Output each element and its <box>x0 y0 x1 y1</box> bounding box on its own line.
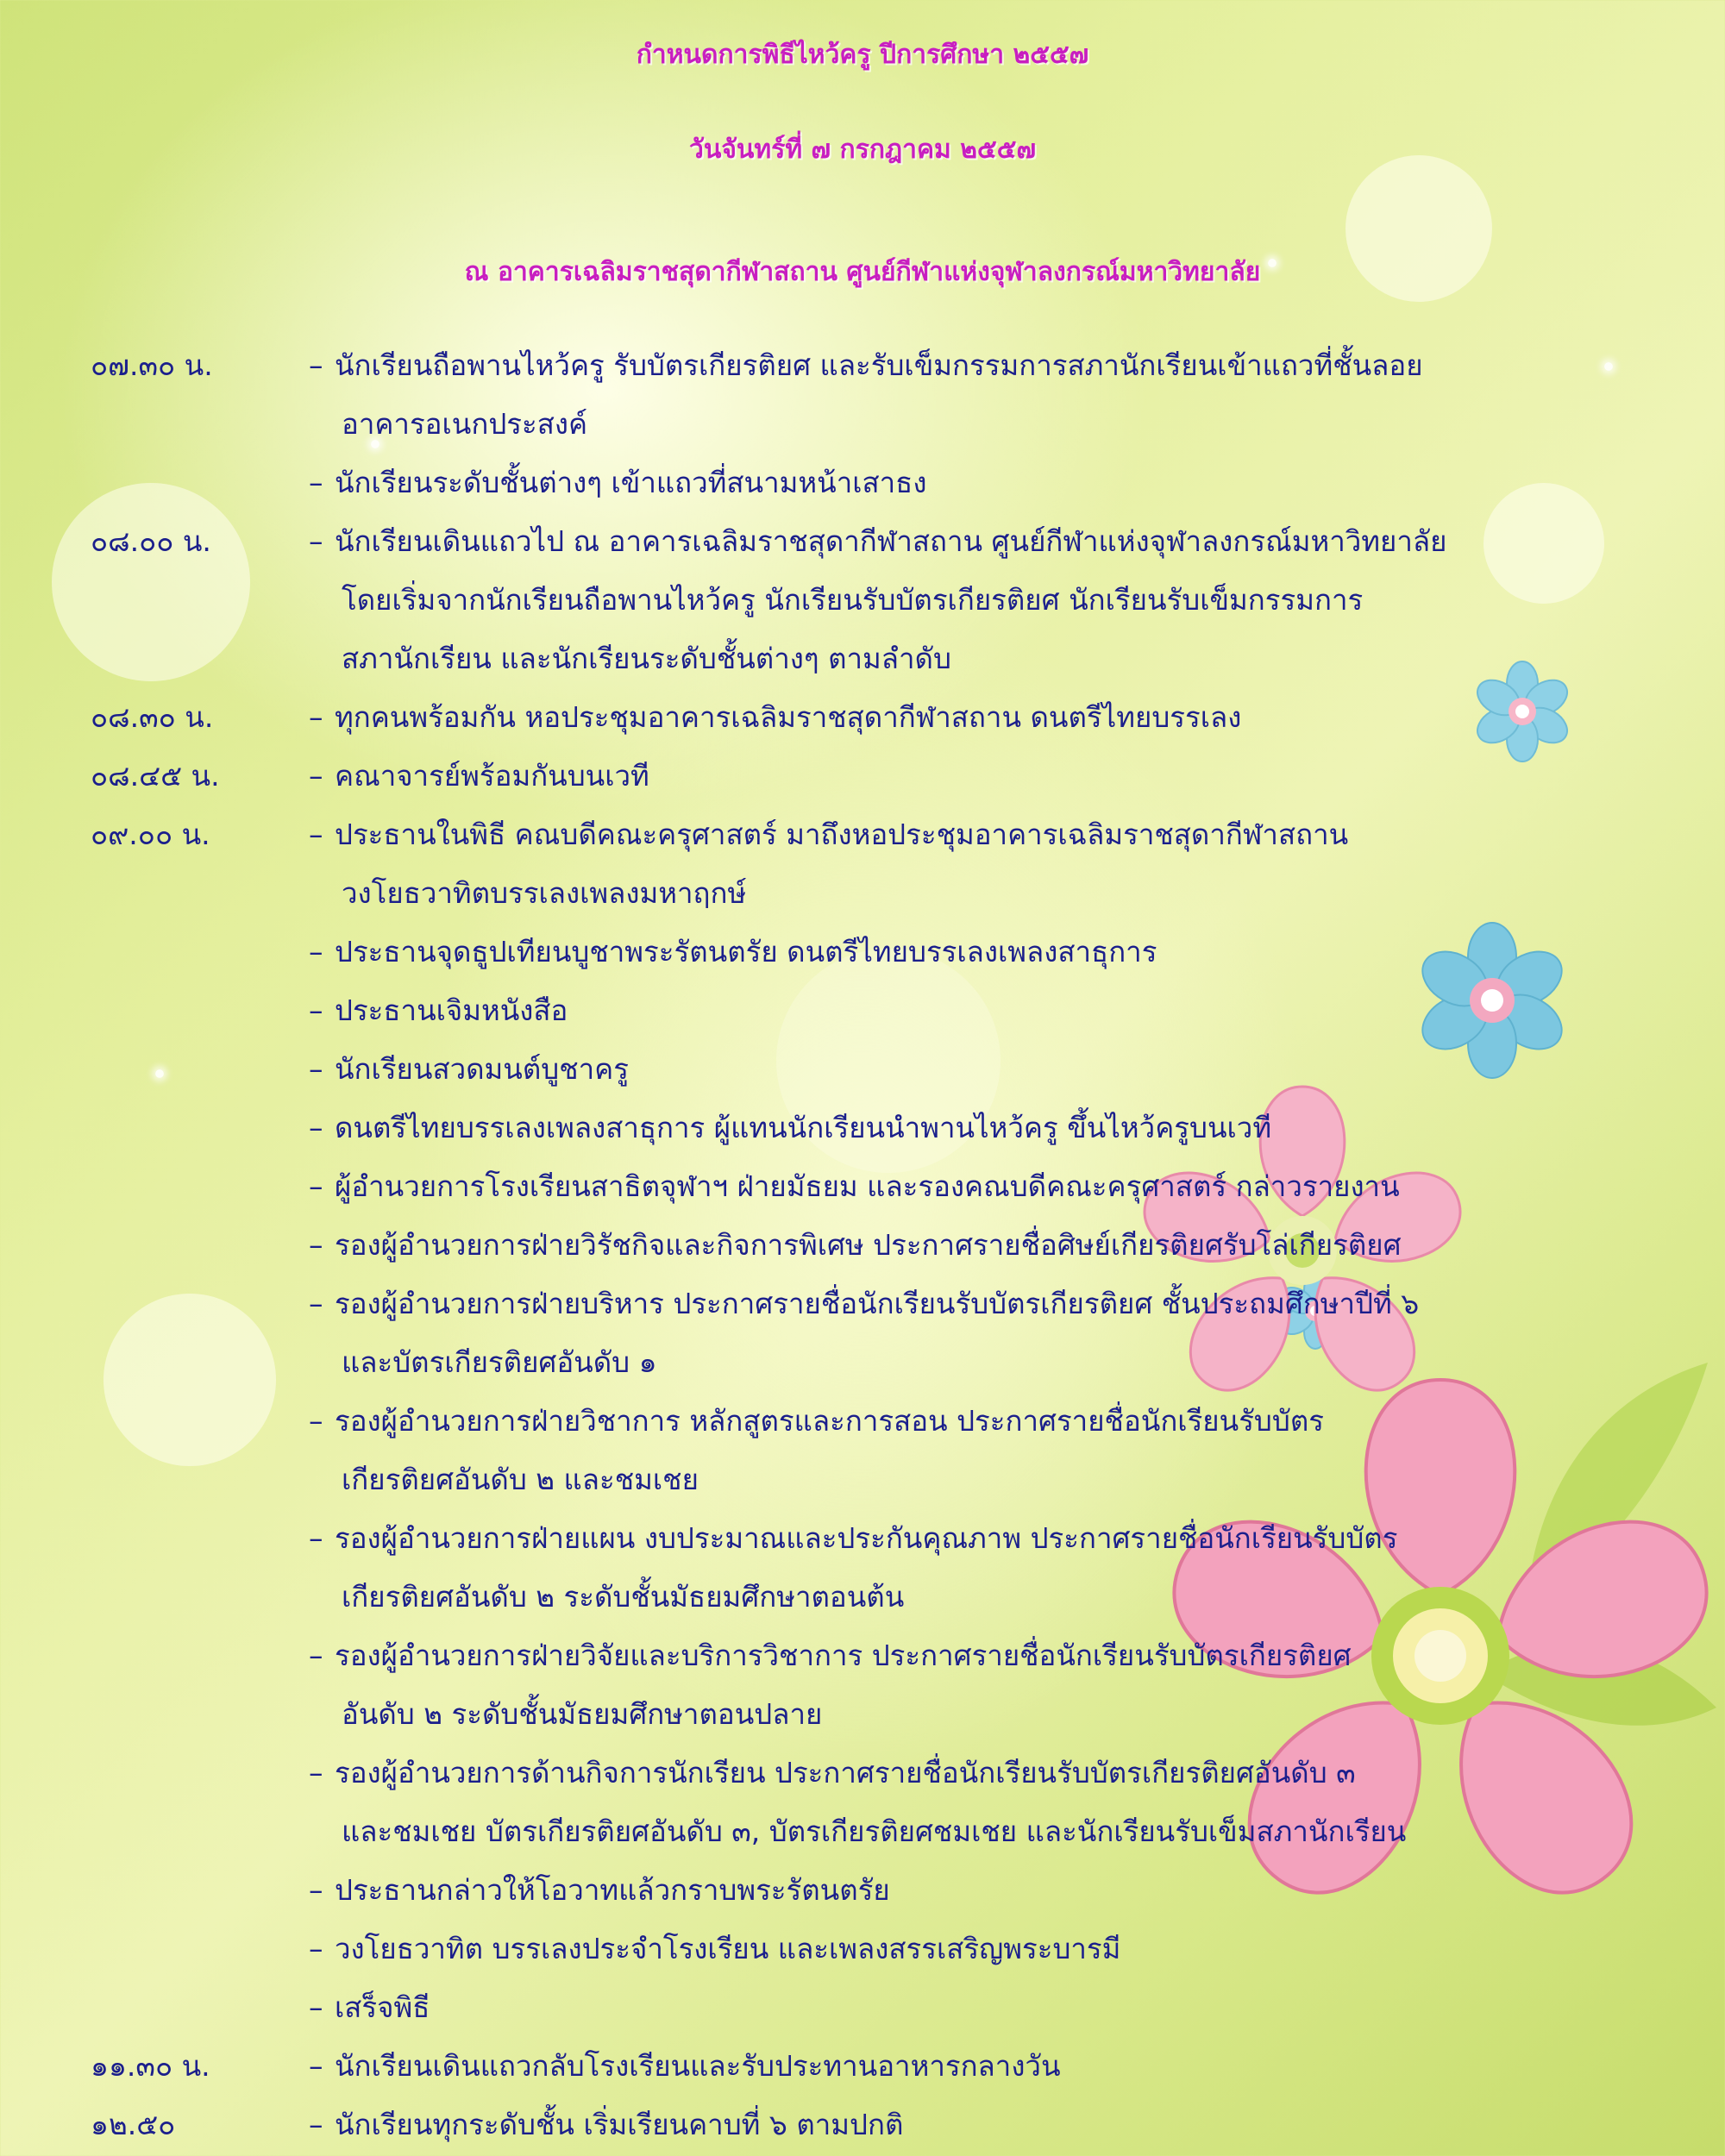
schedule-text: รองผู้อำนวยการฝ่ายบริหาร ประกาศรายชื่อนักเรียนรับบัตรเกียรติยศ ชั้นประถมศึกษาปีที่ ๖ <box>335 1287 1420 1320</box>
schedule-item <box>0 1978 1725 2037</box>
schedule-text: รองผู้อำนวยการฝ่ายแผน งบประมาณและประกันคุณภาพ ประกาศรายชื่อนักเรียนรับบัตร <box>335 1521 1398 1555</box>
schedule-item <box>0 512 1725 571</box>
schedule-text: สภานักเรียน และนักเรียนระดับชั้นต่างๆ ตามลำดับ <box>342 642 951 675</box>
schedule-bullet: – <box>309 759 323 793</box>
schedule-item <box>0 1040 1725 1099</box>
schedule-text: นักเรียนทุกระดับชั้น เริ่มเรียนคาบที่ ๖ ตามปกติ <box>335 2108 904 2141</box>
schedule-text: ประธานในพิธี คณบดีคณะครุศาสตร์ มาถึงหอประชุมอาคารเฉลิมราชสุดากีฬาสถาน <box>335 818 1349 851</box>
schedule-text: คณาจารย์พร้อมกันบนเวที <box>335 759 649 793</box>
schedule-bullet: – <box>309 1521 323 1555</box>
schedule-item <box>0 1157 1725 1216</box>
schedule-bullet: – <box>309 700 323 734</box>
schedule-bullet: – <box>309 993 323 1027</box>
schedule-time: ๐๗.๓๐ น. <box>91 348 213 382</box>
schedule-bullet: – <box>309 1169 323 1203</box>
schedule-bullet: – <box>309 1111 323 1144</box>
schedule-bullet: – <box>309 1932 323 1965</box>
schedule-item <box>0 1744 1725 1802</box>
schedule-item <box>0 981 1725 1040</box>
page-title: กำหนดการพิธีไหว้ครู ปีการศึกษา ๒๕๕๗ <box>636 40 1089 70</box>
schedule-bullet: – <box>309 348 323 382</box>
schedule-text: ประธานกล่าวให้โอวาทแล้วกราบพระรัตนตรัย <box>335 1873 890 1907</box>
schedule-item <box>0 864 1725 923</box>
schedule-text: นักเรียนถือพานไหว้ครู รับบัตรเกียรติยศ และรับเข็มกรรมการสภานักเรียนเข้าแถวที่ชั้นลอย <box>335 348 1423 382</box>
schedule-item <box>0 1568 1725 1626</box>
schedule-bullet: – <box>309 818 323 851</box>
schedule-item <box>0 2096 1725 2154</box>
schedule-text: วงโยธวาทิต บรรเลงประจำโรงเรียน และเพลงสรรเสริญพระบารมี <box>335 1932 1121 1965</box>
schedule-item <box>0 336 1725 395</box>
schedule-text: อันดับ ๒ ระดับชั้นมัธยมศึกษาตอนปลาย <box>342 1697 823 1731</box>
schedule-item <box>0 1685 1725 1744</box>
schedule-text: ประธานจุดธูปเทียนบูชาพระรัตนตรัย ดนตรีไทยบรรเลงเพลงสาธุการ <box>335 935 1157 968</box>
schedule-item <box>0 1216 1725 1275</box>
schedule-item <box>0 1861 1725 1920</box>
schedule-bullet: – <box>309 1404 323 1438</box>
schedule-item <box>0 1509 1725 1568</box>
schedule-bullet: – <box>309 1873 323 1907</box>
schedule-bullet: – <box>309 1756 323 1789</box>
schedule-item <box>0 923 1725 981</box>
schedule-text: นักเรียนระดับชั้นต่างๆ เข้าแถวที่สนามหน้าเสาธง <box>335 466 927 499</box>
schedule-bullet: – <box>309 2049 323 2083</box>
schedule-text: เกียรติยศอันดับ ๒ ระดับชั้นมัธยมศึกษาตอนต้น <box>342 1580 905 1614</box>
schedule-text: นักเรียนเดินแถวกลับโรงเรียนและรับประทานอาหารกลางวัน <box>335 2049 1061 2083</box>
schedule-item <box>0 1333 1725 1392</box>
schedule-bullet: – <box>309 1228 323 1262</box>
schedule-text: เสร็จพิธี <box>335 1990 430 2024</box>
schedule-bullet: – <box>309 2108 323 2141</box>
schedule-text: รองผู้อำนวยการฝ่ายวิจัยและบริการวิชาการ ประกาศรายชื่อนักเรียนรับบัตรเกียรติยศ <box>335 1639 1352 1672</box>
schedule-item <box>0 571 1725 630</box>
schedule-text: ทุกคนพร้อมกัน หอประชุมอาคารเฉลิมราชสุดากีฬาสถาน ดนตรีไทยบรรเลง <box>335 700 1242 734</box>
schedule-bullet: – <box>309 1287 323 1320</box>
schedule-text: ผู้อำนวยการโรงเรียนสาธิตจุฬาฯ ฝ่ายมัธยม และรองคณบดีคณะครุศาสตร์ กล่าวรายงาน <box>335 1169 1400 1203</box>
schedule-bullet: – <box>309 1639 323 1672</box>
schedule-time: ๐๘.๐๐ น. <box>91 524 211 558</box>
schedule-bullet: – <box>309 1052 323 1086</box>
schedule-text: เกียรติยศอันดับ ๒ และชมเชย <box>342 1463 699 1496</box>
schedule-item <box>0 688 1725 747</box>
schedule-text: ดนตรีไทยบรรเลงเพลงสาธุการ ผู้แทนนักเรียนนำพานไหว้ครู ขึ้นไหว้ครูบนเวที <box>335 1111 1272 1144</box>
schedule-bullet: – <box>309 466 323 499</box>
ceremony-venue: ณ อาคารเฉลิมราชสุดากีฬาสถาน ศูนย์กีฬาแห่งจุฬาลงกรณ์มหาวิทยาลัย <box>464 257 1261 287</box>
schedule-bullet: – <box>309 935 323 968</box>
schedule-text: วงโยธวาทิตบรรเลงเพลงมหาฤกษ์ <box>342 876 747 910</box>
schedule-text: รองผู้อำนวยการฝ่ายวิรัชกิจและกิจการพิเศษ ประกาศรายชื่อศิษย์เกียรติยศรับโล่เกียรติยศ <box>335 1228 1402 1262</box>
schedule-item <box>0 630 1725 688</box>
schedule-text: ประธานเจิมหนังสือ <box>335 993 568 1027</box>
schedule-time: ๑๒.๕๐ <box>91 2108 176 2141</box>
schedule-bullet: – <box>309 524 323 558</box>
schedule-text: รองผู้อำนวยการฝ่ายวิชาการ หลักสูตรและการสอน ประกาศรายชื่อนักเรียนรับบัตร <box>335 1404 1324 1438</box>
schedule-text: โดยเริ่มจากนักเรียนถือพานไหว้ครู นักเรียนรับบัตรเกียรติยศ นักเรียนรับเข็มกรรมการ <box>342 583 1364 617</box>
schedule-list <box>0 336 1725 2154</box>
schedule-text: และบัตรเกียรติยศอันดับ ๑ <box>342 1345 657 1379</box>
schedule-item <box>0 805 1725 864</box>
schedule-item <box>0 395 1725 454</box>
schedule-text: นักเรียนเดินแถวไป ณ อาคารเฉลิมราชสุดากีฬาสถาน ศูนย์กีฬาแห่งจุฬาลงกรณ์มหาวิทยาลัย <box>335 524 1447 558</box>
schedule-text: รองผู้อำนวยการด้านกิจการนักเรียน ประกาศรายชื่อนักเรียนรับบัตรเกียรติยศอันดับ ๓ <box>335 1756 1356 1789</box>
schedule-item <box>0 454 1725 512</box>
schedule-item <box>0 1275 1725 1333</box>
schedule-text: นักเรียนสวดมนต์บูชาครู <box>335 1052 629 1086</box>
schedule-item <box>0 1451 1725 1509</box>
schedule-item <box>0 1099 1725 1157</box>
schedule-item <box>0 1392 1725 1451</box>
schedule-text: อาคารอเนกประสงค์ <box>342 407 588 441</box>
ceremony-date: วันจันทร์ที่ ๗ กรกฎาคม ๒๕๕๗ <box>688 135 1036 165</box>
schedule-text: และชมเชย บัตรเกียรติยศอันดับ ๓, บัตรเกียรติยศชมเชย และนักเรียนรับเข็มสภานักเรียน <box>342 1814 1407 1848</box>
schedule-bullet: – <box>309 1990 323 2024</box>
schedule-item <box>0 747 1725 805</box>
schedule-time: ๐๘.๓๐ น. <box>91 700 214 734</box>
schedule-time: ๐๙.๐๐ น. <box>91 818 210 851</box>
schedule-item <box>0 2037 1725 2096</box>
schedule-item <box>0 1920 1725 1978</box>
schedule-item <box>0 1802 1725 1861</box>
schedule-item <box>0 1626 1725 1685</box>
schedule-time: ๑๑.๓๐ น. <box>91 2049 210 2083</box>
schedule-time: ๐๘.๔๕ น. <box>91 759 220 793</box>
